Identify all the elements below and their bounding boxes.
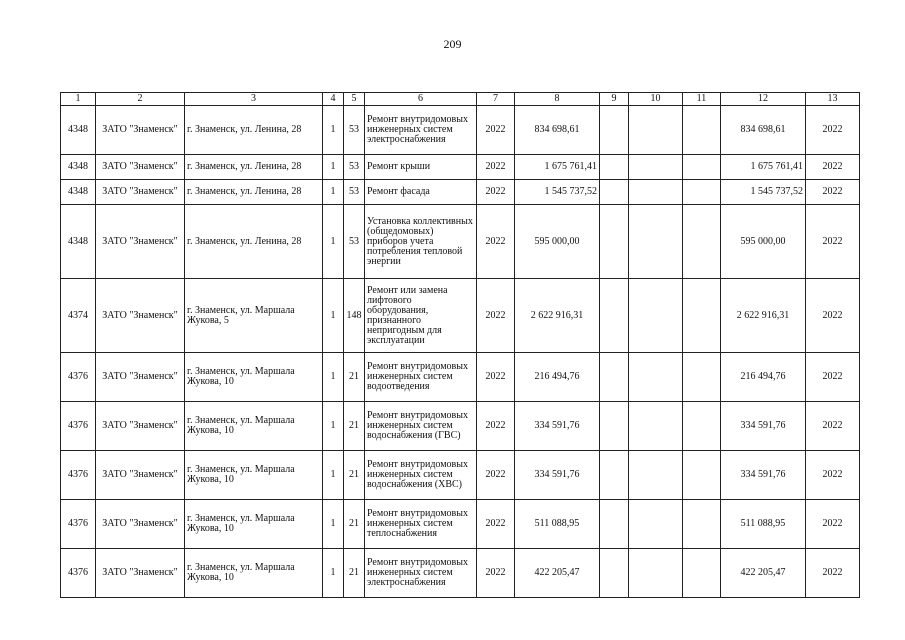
col-5-value: 53 xyxy=(344,180,365,205)
work-type: Ремонт внутридомовых инженерных систем электроснабжения xyxy=(365,106,477,155)
col-11-value xyxy=(683,402,721,451)
work-type: Ремонт внутридомовых инженерных систем водоснабжения (ГВС) xyxy=(365,402,477,451)
column-number-row xyxy=(61,93,860,106)
total-cost: 422 205,47 xyxy=(515,549,600,598)
registry-number: 4348 xyxy=(61,205,96,279)
column-header: 13 xyxy=(806,93,860,106)
registry-number: 4376 xyxy=(61,451,96,500)
total-cost: 834 698,61 xyxy=(515,106,600,155)
table-row xyxy=(61,155,860,180)
year: 2022 xyxy=(477,500,515,549)
year: 2022 xyxy=(477,155,515,180)
municipality: ЗАТО "Знаменск" xyxy=(96,500,185,549)
work-type: Ремонт внутридомовых инженерных систем электроснабжения xyxy=(365,549,477,598)
col-5-value: 53 xyxy=(344,205,365,279)
address: г. Знаменск, ул. Ленина, 28 xyxy=(185,106,323,155)
year: 2022 xyxy=(477,451,515,500)
work-type: Установка коллективных (общедомовых) приборов учета потребления тепловой энергии xyxy=(365,205,477,279)
col-5-value: 21 xyxy=(344,402,365,451)
column-header: 11 xyxy=(683,93,721,106)
column-header: 6 xyxy=(365,93,477,106)
registry-number: 4348 xyxy=(61,155,96,180)
column-header: 9 xyxy=(600,93,629,106)
col-5-value: 148 xyxy=(344,279,365,353)
municipality: ЗАТО "Знаменск" xyxy=(96,155,185,180)
table-row xyxy=(61,106,860,155)
total-cost: 1 675 761,41 xyxy=(515,155,600,180)
fund-cost: 834 698,61 xyxy=(721,106,806,155)
col-4-value: 1 xyxy=(323,549,344,598)
column-header: 2 xyxy=(96,93,185,106)
col-9-value xyxy=(600,353,629,402)
fund-cost: 595 000,00 xyxy=(721,205,806,279)
table-row xyxy=(61,279,860,353)
municipality: ЗАТО "Знаменск" xyxy=(96,353,185,402)
column-header: 5 xyxy=(344,93,365,106)
col-5-value: 21 xyxy=(344,500,365,549)
col-10-value xyxy=(629,500,683,549)
col-9-value xyxy=(600,549,629,598)
page-number: 209 xyxy=(443,37,462,51)
total-cost: 216 494,76 xyxy=(515,353,600,402)
total-cost: 2 622 916,31 xyxy=(515,279,600,353)
registry-number: 4348 xyxy=(61,180,96,205)
repair-schedule-table xyxy=(60,92,860,598)
column-header: 3 xyxy=(185,93,323,106)
col-10-value xyxy=(629,549,683,598)
municipality: ЗАТО "Знаменск" xyxy=(96,279,185,353)
col-4-value: 1 xyxy=(323,205,344,279)
registry-number: 4376 xyxy=(61,549,96,598)
completion-year: 2022 xyxy=(806,106,860,155)
col-4-value: 1 xyxy=(323,106,344,155)
completion-year: 2022 xyxy=(806,279,860,353)
col-11-value xyxy=(683,279,721,353)
col-11-value xyxy=(683,205,721,279)
col-11-value xyxy=(683,106,721,155)
col-9-value xyxy=(600,402,629,451)
col-11-value xyxy=(683,180,721,205)
address: г. Знаменск, ул. Ленина, 28 xyxy=(185,155,323,180)
col-9-value xyxy=(600,155,629,180)
table-row xyxy=(61,402,860,451)
work-type: Ремонт внутридомовых инженерных систем водоснабжения (ХВС) xyxy=(365,451,477,500)
col-10-value xyxy=(629,106,683,155)
year: 2022 xyxy=(477,279,515,353)
col-10-value xyxy=(629,155,683,180)
work-type: Ремонт внутридомовых инженерных систем водоотведения xyxy=(365,353,477,402)
col-5-value: 21 xyxy=(344,353,365,402)
work-type: Ремонт крыши xyxy=(365,155,477,180)
municipality: ЗАТО "Знаменск" xyxy=(96,205,185,279)
col-11-value xyxy=(683,500,721,549)
total-cost: 334 591,76 xyxy=(515,402,600,451)
fund-cost: 1 545 737,52 xyxy=(721,180,806,205)
completion-year: 2022 xyxy=(806,155,860,180)
col-11-value xyxy=(683,451,721,500)
col-9-value xyxy=(600,205,629,279)
work-type: Ремонт фасада xyxy=(365,180,477,205)
registry-number: 4374 xyxy=(61,279,96,353)
municipality: ЗАТО "Знаменск" xyxy=(96,106,185,155)
col-4-value: 1 xyxy=(323,279,344,353)
registry-number: 4376 xyxy=(61,500,96,549)
col-4-value: 1 xyxy=(323,500,344,549)
completion-year: 2022 xyxy=(806,451,860,500)
year: 2022 xyxy=(477,106,515,155)
col-4-value: 1 xyxy=(323,155,344,180)
work-type: Ремонт внутридомовых инженерных систем теплоснабжения xyxy=(365,500,477,549)
registry-number: 4348 xyxy=(61,106,96,155)
col-10-value xyxy=(629,205,683,279)
address: г. Знаменск, ул. Маршала Жукова, 10 xyxy=(185,549,323,598)
col-5-value: 21 xyxy=(344,549,365,598)
col-9-value xyxy=(600,106,629,155)
completion-year: 2022 xyxy=(806,180,860,205)
col-9-value xyxy=(600,279,629,353)
address: г. Знаменск, ул. Маршала Жукова, 10 xyxy=(185,353,323,402)
col-10-value xyxy=(629,402,683,451)
total-cost: 1 545 737,52 xyxy=(515,180,600,205)
address: г. Знаменск, ул. Маршала Жукова, 10 xyxy=(185,402,323,451)
column-header: 7 xyxy=(477,93,515,106)
column-header: 1 xyxy=(61,93,96,106)
col-5-value: 21 xyxy=(344,451,365,500)
fund-cost: 511 088,95 xyxy=(721,500,806,549)
col-11-value xyxy=(683,353,721,402)
col-10-value xyxy=(629,180,683,205)
column-header: 8 xyxy=(515,93,600,106)
completion-year: 2022 xyxy=(806,402,860,451)
fund-cost: 2 622 916,31 xyxy=(721,279,806,353)
table-row xyxy=(61,180,860,205)
col-5-value: 53 xyxy=(344,106,365,155)
col-4-value: 1 xyxy=(323,353,344,402)
completion-year: 2022 xyxy=(806,500,860,549)
municipality: ЗАТО "Знаменск" xyxy=(96,402,185,451)
col-9-value xyxy=(600,451,629,500)
completion-year: 2022 xyxy=(806,205,860,279)
column-header: 12 xyxy=(721,93,806,106)
year: 2022 xyxy=(477,205,515,279)
table-row xyxy=(61,451,860,500)
col-11-value xyxy=(683,549,721,598)
fund-cost: 334 591,76 xyxy=(721,451,806,500)
registry-number: 4376 xyxy=(61,402,96,451)
col-9-value xyxy=(600,500,629,549)
fund-cost: 334 591,76 xyxy=(721,402,806,451)
address: г. Знаменск, ул. Маршала Жукова, 5 xyxy=(185,279,323,353)
registry-number: 4376 xyxy=(61,353,96,402)
col-10-value xyxy=(629,353,683,402)
year: 2022 xyxy=(477,549,515,598)
municipality: ЗАТО "Знаменск" xyxy=(96,180,185,205)
table-row xyxy=(61,500,860,549)
municipality: ЗАТО "Знаменск" xyxy=(96,451,185,500)
total-cost: 334 591,76 xyxy=(515,451,600,500)
address: г. Знаменск, ул. Ленина, 28 xyxy=(185,205,323,279)
col-4-value: 1 xyxy=(323,451,344,500)
col-4-value: 1 xyxy=(323,402,344,451)
year: 2022 xyxy=(477,180,515,205)
col-5-value: 53 xyxy=(344,155,365,180)
work-type: Ремонт или замена лифтового оборудования, признанного непригодным для эксплуатации xyxy=(365,279,477,353)
year: 2022 xyxy=(477,402,515,451)
municipality: ЗАТО "Знаменск" xyxy=(96,549,185,598)
fund-cost: 1 675 761,41 xyxy=(721,155,806,180)
column-header: 4 xyxy=(323,93,344,106)
col-11-value xyxy=(683,155,721,180)
column-header: 10 xyxy=(629,93,683,106)
address: г. Знаменск, ул. Ленина, 28 xyxy=(185,180,323,205)
col-4-value: 1 xyxy=(323,180,344,205)
table-row xyxy=(61,549,860,598)
table-row xyxy=(61,353,860,402)
year: 2022 xyxy=(477,353,515,402)
completion-year: 2022 xyxy=(806,353,860,402)
total-cost: 595 000,00 xyxy=(515,205,600,279)
address: г. Знаменск, ул. Маршала Жукова, 10 xyxy=(185,500,323,549)
col-10-value xyxy=(629,279,683,353)
total-cost: 511 088,95 xyxy=(515,500,600,549)
address: г. Знаменск, ул. Маршала Жукова, 10 xyxy=(185,451,323,500)
table-row xyxy=(61,205,860,279)
completion-year: 2022 xyxy=(806,549,860,598)
fund-cost: 422 205,47 xyxy=(721,549,806,598)
fund-cost: 216 494,76 xyxy=(721,353,806,402)
col-9-value xyxy=(600,180,629,205)
col-10-value xyxy=(629,451,683,500)
